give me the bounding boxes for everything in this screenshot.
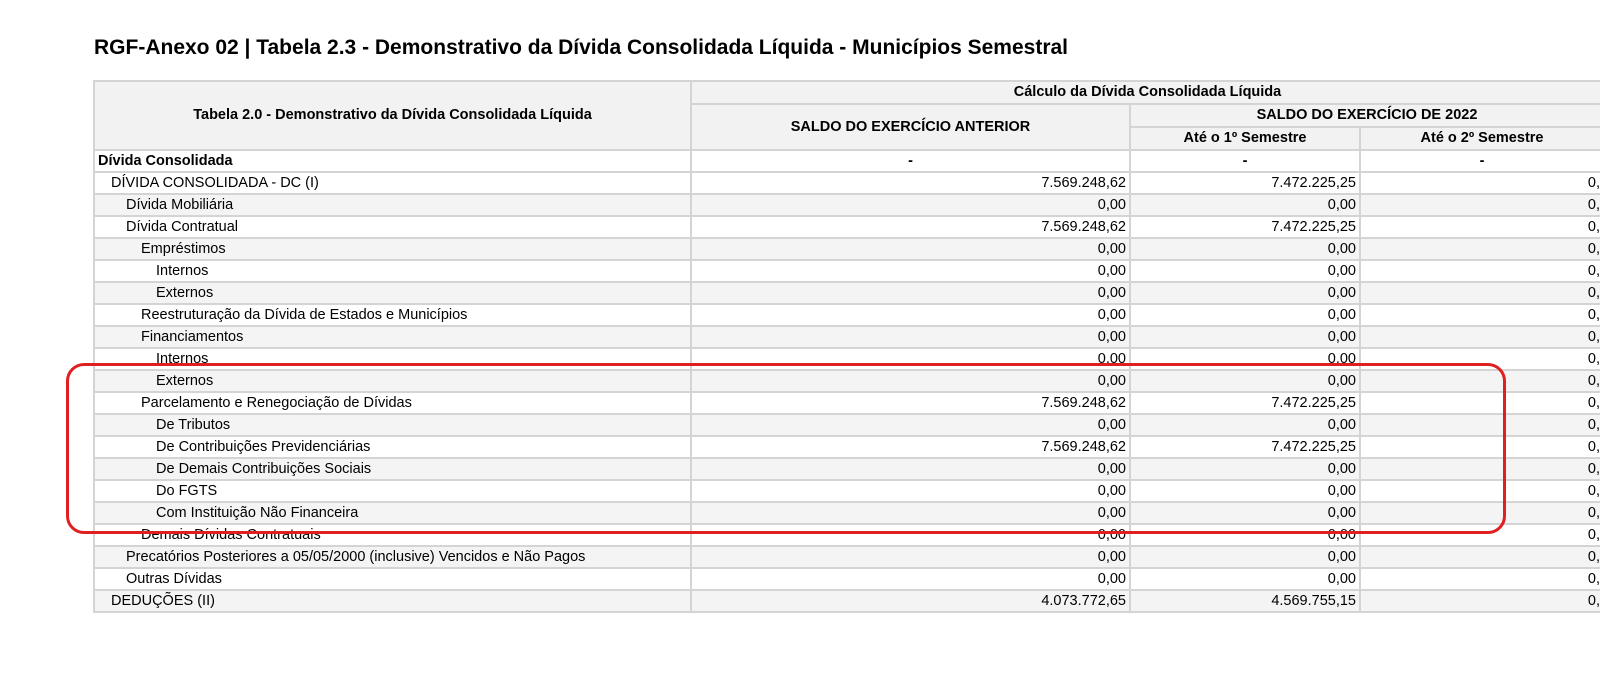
table-row xyxy=(94,392,1600,414)
header-row-label: Tabela 2.0 - Demonstrativo da Dívida Consolidada Líquida xyxy=(94,81,691,150)
cell-sem1: 0,00 xyxy=(1130,458,1360,480)
row-label: DÍVIDA CONSOLIDADA - DC (I) xyxy=(94,172,691,194)
cell-sem1: 0,00 xyxy=(1130,282,1360,304)
table-row xyxy=(94,150,1600,172)
header-current-year: SALDO DO EXERCÍCIO DE 2022 xyxy=(1130,104,1600,127)
row-label: De Demais Contribuições Sociais xyxy=(94,458,691,480)
cell-prev: 0,00 xyxy=(691,304,1130,326)
row-label: Empréstimos xyxy=(94,238,691,260)
table-row xyxy=(94,326,1600,348)
cell-sem2: 0, xyxy=(1360,590,1600,612)
table-row xyxy=(94,194,1600,216)
row-label: Do FGTS xyxy=(94,480,691,502)
cell-sem2: 0, xyxy=(1360,194,1600,216)
cell-sem1: 7.472.225,25 xyxy=(1130,216,1360,238)
cell-sem1: 0,00 xyxy=(1130,546,1360,568)
cell-sem1: 0,00 xyxy=(1130,260,1360,282)
cell-sem2: 0, xyxy=(1360,282,1600,304)
cell-sem1: 0,00 xyxy=(1130,524,1360,546)
cell-sem1: 0,00 xyxy=(1130,348,1360,370)
cell-sem2: 0, xyxy=(1360,458,1600,480)
row-label: Internos xyxy=(94,348,691,370)
cell-prev: 0,00 xyxy=(691,458,1130,480)
row-label: Externos xyxy=(94,282,691,304)
cell-sem1: 4.569.755,15 xyxy=(1130,590,1360,612)
cell-prev: 7.569.248,62 xyxy=(691,436,1130,458)
table-row xyxy=(94,260,1600,282)
cell-sem2: 0, xyxy=(1360,172,1600,194)
table-row xyxy=(94,546,1600,568)
cell-sem2: 0, xyxy=(1360,436,1600,458)
cell-prev: 0,00 xyxy=(691,282,1130,304)
row-label: Outras Dívidas xyxy=(94,568,691,590)
row-label: Com Instituição Não Financeira xyxy=(94,502,691,524)
cell-sem2: 0, xyxy=(1360,326,1600,348)
table-row xyxy=(94,172,1600,194)
cell-sem2: 0, xyxy=(1360,480,1600,502)
row-label: Externos xyxy=(94,370,691,392)
row-label: Dívida Mobiliária xyxy=(94,194,691,216)
header-group: Cálculo da Dívida Consolidada Líquida xyxy=(691,81,1600,104)
cell-prev: 0,00 xyxy=(691,546,1130,568)
page-title: RGF-Anexo 02 | Tabela 2.3 - Demonstrativo da Dívida Consolidada Líquida - Municípios Semestral xyxy=(94,36,1069,59)
cell-sem1: 7.472.225,25 xyxy=(1130,436,1360,458)
table-row xyxy=(94,238,1600,260)
table-row xyxy=(94,458,1600,480)
table-row xyxy=(94,304,1600,326)
cell-prev: 0,00 xyxy=(691,370,1130,392)
row-label: DEDUÇÕES (II) xyxy=(94,590,691,612)
row-label: Dívida Contratual xyxy=(94,216,691,238)
cell-sem2: 0, xyxy=(1360,392,1600,414)
table-row xyxy=(94,414,1600,436)
cell-sem2: 0, xyxy=(1360,502,1600,524)
cell-prev: 0,00 xyxy=(691,194,1130,216)
debt-report-table xyxy=(93,80,1600,613)
cell-prev: 7.569.248,62 xyxy=(691,172,1130,194)
cell-sem1: 7.472.225,25 xyxy=(1130,172,1360,194)
row-label: Parcelamento e Renegociação de Dívidas xyxy=(94,392,691,414)
cell-prev: 0,00 xyxy=(691,348,1130,370)
row-label: Reestruturação da Dívida de Estados e Municípios xyxy=(94,304,691,326)
cell-prev: 0,00 xyxy=(691,568,1130,590)
cell-sem1: 0,00 xyxy=(1130,194,1360,216)
cell-sem2: 0, xyxy=(1360,304,1600,326)
header-prev-balance: SALDO DO EXERCÍCIO ANTERIOR xyxy=(691,104,1130,150)
table-row xyxy=(94,216,1600,238)
cell-prev: 0,00 xyxy=(691,480,1130,502)
table-row xyxy=(94,370,1600,392)
cell-sem2: 0, xyxy=(1360,238,1600,260)
cell-prev: 0,00 xyxy=(691,238,1130,260)
cell-prev: 7.569.248,62 xyxy=(691,216,1130,238)
cell-sem2: 0, xyxy=(1360,568,1600,590)
cell-sem1: 0,00 xyxy=(1130,568,1360,590)
row-label: Demais Dívidas Contratuais xyxy=(94,524,691,546)
cell-sem1: 0,00 xyxy=(1130,326,1360,348)
cell-prev: 0,00 xyxy=(691,326,1130,348)
cell-sem2: - xyxy=(1360,150,1600,172)
cell-sem2: 0, xyxy=(1360,260,1600,282)
table-row xyxy=(94,568,1600,590)
cell-sem1: 0,00 xyxy=(1130,502,1360,524)
table-row xyxy=(94,348,1600,370)
cell-sem2: 0, xyxy=(1360,546,1600,568)
row-label: Internos xyxy=(94,260,691,282)
cell-sem2: 0, xyxy=(1360,524,1600,546)
table-row xyxy=(94,480,1600,502)
table-row xyxy=(94,524,1600,546)
row-label: De Contribuições Previdenciárias xyxy=(94,436,691,458)
cell-sem1: 7.472.225,25 xyxy=(1130,392,1360,414)
header-sem1: Até o 1º Semestre xyxy=(1130,127,1360,150)
cell-sem1: - xyxy=(1130,150,1360,172)
cell-prev: 0,00 xyxy=(691,414,1130,436)
cell-sem1: 0,00 xyxy=(1130,370,1360,392)
cell-sem2: 0, xyxy=(1360,414,1600,436)
row-label: Dívida Consolidada xyxy=(94,150,691,172)
cell-sem1: 0,00 xyxy=(1130,414,1360,436)
cell-sem2: 0, xyxy=(1360,348,1600,370)
table-row xyxy=(94,502,1600,524)
row-label: Financiamentos xyxy=(94,326,691,348)
cell-sem2: 0, xyxy=(1360,370,1600,392)
header-sem2: Até o 2º Semestre xyxy=(1360,127,1600,150)
cell-prev: 7.569.248,62 xyxy=(691,392,1130,414)
cell-sem1: 0,00 xyxy=(1130,480,1360,502)
row-label: De Tributos xyxy=(94,414,691,436)
cell-prev: - xyxy=(691,150,1130,172)
table-row xyxy=(94,590,1600,612)
cell-prev: 4.073.772,65 xyxy=(691,590,1130,612)
row-label: Precatórios Posteriores a 05/05/2000 (inclusive) Vencidos e Não Pagos xyxy=(94,546,691,568)
cell-prev: 0,00 xyxy=(691,502,1130,524)
table-row xyxy=(94,282,1600,304)
cell-sem2: 0, xyxy=(1360,216,1600,238)
cell-sem1: 0,00 xyxy=(1130,238,1360,260)
cell-prev: 0,00 xyxy=(691,260,1130,282)
report-table-container xyxy=(93,80,1600,613)
table-row xyxy=(94,436,1600,458)
cell-sem1: 0,00 xyxy=(1130,304,1360,326)
cell-prev: 0,00 xyxy=(691,524,1130,546)
